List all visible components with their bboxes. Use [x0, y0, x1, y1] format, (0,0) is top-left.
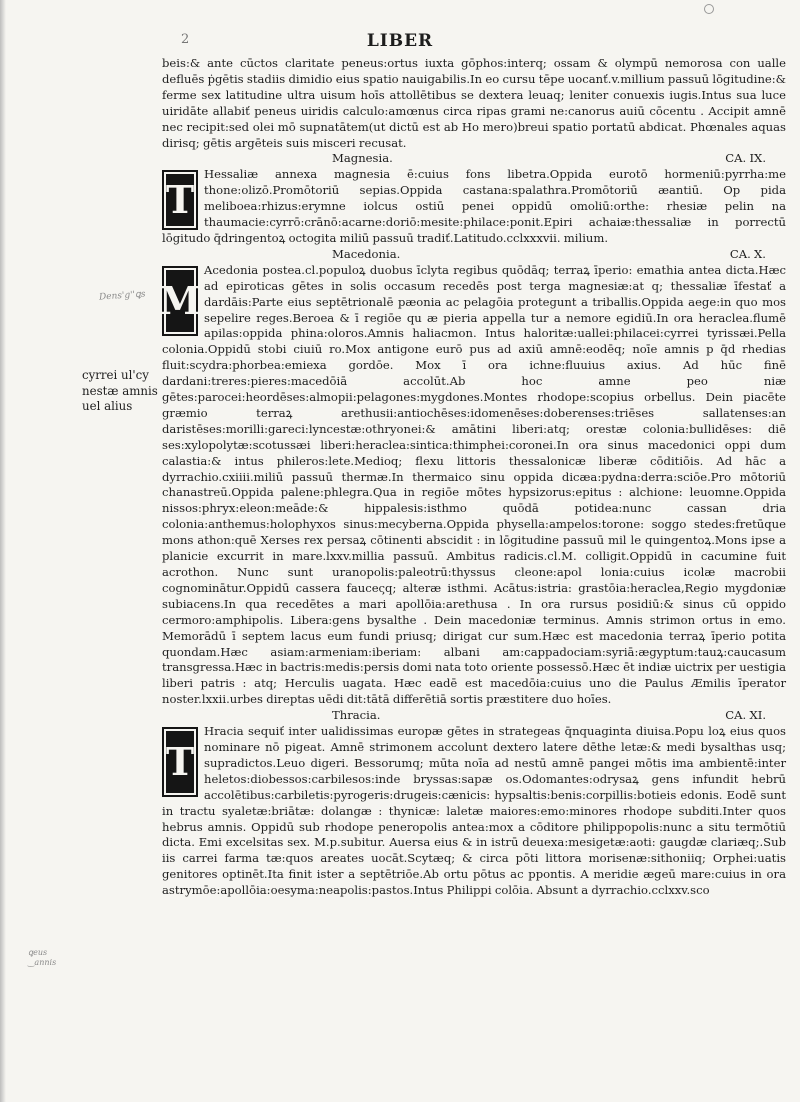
- decorated-initial: T: [162, 727, 198, 797]
- intro-paragraph: beis:& ante cūctos claritate peneus:ortus iuxta gōphos:interq; ossam & olympū nemorosa con ualle defluēs ṗgētis stadiis dimidio eius spatio nauigabilis.In eo cursu tēpe uocanť.v.millium passuū lōgitudine:& ferme sex latitudine ultra uisum hoīs attollētibus se dextera leuaq; leniter conuexis iugis.Intus sua luce uiridāte allabiť peneus uiridis calculo:amœnus circa ripas grami ne:canorus auiū cōcentu . Accipit amnē nec recipit:sed olei mō supnatātem(ut dictū est ab Ho mero)breui spatio portatū abdicat. Phœnales aquas dirisq; gētis argēteis suis misceri recusat.: [162, 56, 786, 150]
- chapter-text: Acedonia postea.cl.populoꝝ duobus īclyta regibus quōdāq; terraꝝ īperio: emathia antea dicta.Hæc ad epiroticas gētes in solis occasum recedēs post terga magnesiæ:at q; thessaliæ īfestať a dardāis:Parte eius septētrionalē pæonia ac pelagōia protegunt a triballis.Oppida aege:in quo mos sepelire reges.Beroea & ī regiōe qu æ pieria appella tur a nemore egidiū.In ora heraclea.flumē apilas:oppida phina:oloros.Amnis haliacmon. Intus haloritæ:uallei:philacei:cyrrei tyrissæi.Pella colonia.Oppidū stobi ciuiū ro.Mox antigone eurō pus ad axiū amnē:eodēq; noīe amnis p q̄d rhedias fluit:scydra:phorbea:emiexa gordōe. Mox ī ora ichne:fluuius axius. Ad hūc finē dardani:treres:pieres:macedōiā accolūt.Ab hoc amne peo niæ gētes:parocei:heordēses:almopii:pelagones:mygdones.Montes rhodope:scopius orbellus. Dein piacēte græmio terraꝝ arethusii:antiochēses:idomenēses:doberenses:triēses sallatenses:an daristēses:morilli:gareci:lyncestæ:othryonei:& amātini liberi:atq; orestæ colonia:bullidēses: diē ses:xylopolytæ:scotussæi liberi:heraclea:sintica:thimphei:coronei.In ora sinus macedonici oppi dum calastia:& intus phileros:lete.Medioq; flexu littoris thessalonicæ liberæ cōditiōis. Ad hāc a dyrrachio.cxiiii.miliū passuū thermæ.In thermaico sinu oppida dicæa:pydna:derra:sciōe.Pro mōtoriū chanastreū.Oppida palene:phlegra.Qua in regiōe mōtes hypsizorus:epitus : alchione: leuomne.Oppida nissos:phryx:eleon:meāde:& hippalesis:isthmo quōdā potidea:nunc cassan dria colonia:anthemus:holophyxos sinus:mecyberna.Oppida physella:ampelos:torone: soggo stedes:fretūque mons athon:quē Xerses rex persaꝝ cōtinenti abscidit : in lōgitudine passuū mil le quingentoꝝ.Mons ipse a planicie excurrit in mare.lxxv.millia passuū. Ambitus radicis.cl.M. colligit.Oppidū in cacumine fuit acrothon. Nunc sunt uranopolis:paleotrū:thyssus cleone:apol lonia:cuius icolæ macrobii cognominātur.Oppidū cassera fauceςq; alteræ isthmi. Acātus:istria: grastōia:heraclea,Regio mygdoniæ subiacens.In qua recedētes a mari apollōia:arethusa . In ora rursus posidiū:& sinus cū oppido cermoro:amphipolis. Libera:gens bysalthe . Dein macedoniæ terminus. Amnis strimon ortus in emo. Memorādū ī septem lacus eum fundi priusq; dirigat cur sum.Hæc est macedonia terraꝝ īperio potita quondam.Hæc asiam:armeniam:iberiam: albani am:cappadociam:syriā:ægyptum:tauꝝ:caucasum transgressa.Hæc in bactris:medis:persis domi nata toto oriente possessō.Hæc ēt indiæ uictrix per uestigia liberi patris : atq; Herculis uagata. Hæc eadē est macedōia:cuius uno die Paulus Æmilis īperator noster.lxxii.urbes direptas uēdi dit:tātā differētiā sortis præstitere duo hoīes.: [162, 262, 786, 707]
- chapter-paragraph-thracia: [162, 724, 786, 899]
- marginal-scribble-bottom: ꝗeus ‿annis: [28, 948, 57, 967]
- decorated-initial: T: [162, 170, 198, 230]
- corner-mark: [704, 4, 714, 14]
- main-text-column: [158, 56, 786, 899]
- marginal-note: cyrrei ul'cy nestæ amnis uel alius: [82, 368, 158, 414]
- chapter-title: Thracia.: [332, 708, 381, 723]
- chapter-number: CA. XI.: [725, 708, 766, 723]
- chapter-title: Magnesia.: [332, 151, 393, 166]
- chapter-text: Hessaliæ annexa magnesia ē:cuius fons libetra.Oppida eurotō hormeniū:pyrrha:me thone:olizō.Promōtoriū sepias.Oppida castana:spalathra.Promōtoriū æantiū. Op pida meliboea:rhizus:erymne iolcus ostiū penei oppidū omoliū:orthe: rhesiæ pelin na thaumacie:cyrrō:crānō:acarne:doriō:mesite:philace:ponit.Epiri achaiæ:thessaliæ in porrectū lōgitudo q̄dringentoꝝ octogita miliū passuū tradiť.Latitudo.cclxxxvii. milium.: [162, 167, 786, 245]
- chapter-text: Hracia sequiť inter ualidissimas europæ gētes in strategeas q̄nquaginta diuisa.Popu loꝝ eius quos nominare nō pigeat. Amnē strimonem accolunt dextero latere dēthe letæ:& medi bysalthas usq; supradictos.Leuo digeri. Bessorumq; mūta noīa ad nestū amnē pangei mōtis ima ambientē:inter heletos:diobessos:carbilesos:inde bryssas:sapæ os.Odomantes:odrysaꝝ gens infundit hebrū accolētibus:carbiletis:pyrogeris:drugeis:cænicis: hypsaltis:benis:corpillis:botieis edonis. Eodē sunt in tractu syaletæ:briātæ: dolangæ : thynicæ: laletæ maiores:emo:minores rhodope subditi.Inter quos hebrus amnis. Oppidū sub rhodope peneropolis antea:mox a cōditore philippopolis:nunc a situ termōtiū dicta. Emi excelsitas sex. M.p.subitur. Auersa eius & in istrū deuexa:mesigetæ:aoti: gaugdæ clariæq;.Sub iis carrei farma tæ:quos areates uocāt.Scytæq; & circa pōti littora morisenæ:sithoniiq; Orphei:uatis genitores optinēt.Ita finit ister a septētriōe.Ab ortu pōtus ac ppontis. A meridie ægeū mare:cuius in ora astrymōe:apollōia:oesyma:neapolis:pastos.Intus Philippi colōia. Absunt a dyrrachio.cclxxv.sco: [162, 724, 786, 898]
- chapter-heading-thracia: [162, 708, 786, 724]
- chapter-heading-magnesia: [162, 151, 786, 167]
- chapter-number: CA. IX.: [725, 151, 766, 166]
- chapter-paragraph-macedonia: [158, 262, 786, 708]
- chapter-title: Macedonia.: [332, 246, 401, 261]
- marginal-scribble-top: Dens'g''ꝗs: [98, 289, 146, 303]
- page-edge-shadow: [0, 0, 6, 1102]
- chapter-paragraph-magnesia: [162, 167, 786, 247]
- chapter-number: CA. X.: [729, 246, 766, 261]
- decorated-initial: M: [162, 266, 198, 336]
- running-head: LIBER: [366, 31, 434, 51]
- folio-number: 2: [181, 32, 190, 47]
- chapter-heading-macedonia: [162, 247, 786, 263]
